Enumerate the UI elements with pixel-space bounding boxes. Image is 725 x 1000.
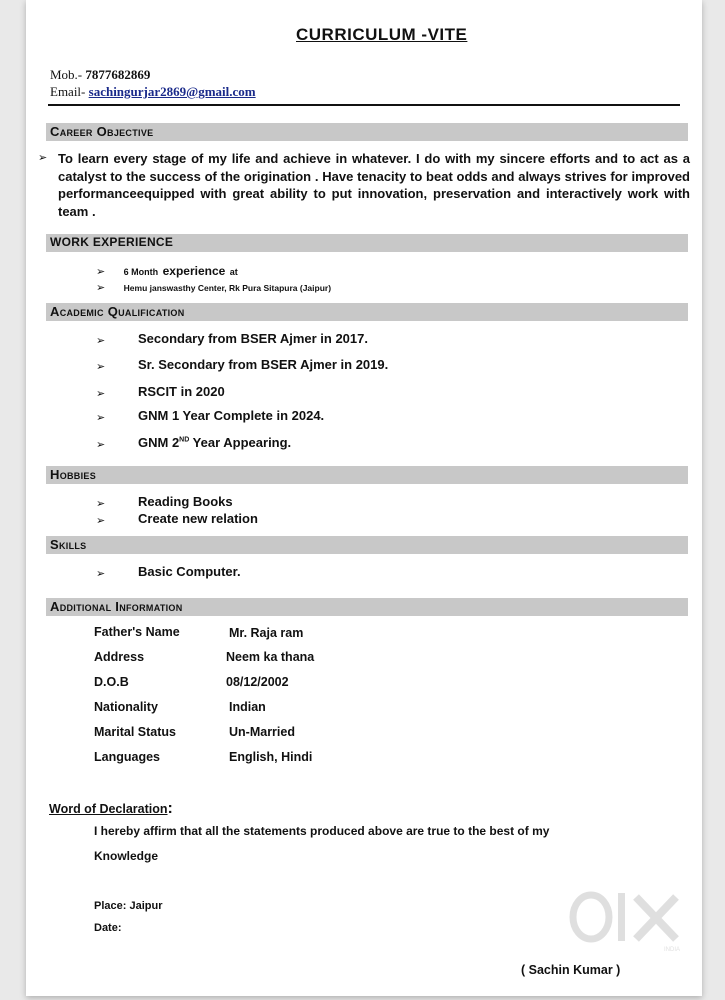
mobile-label: Mob.- [50,67,83,82]
bullet-arrow-icon: ➢ [96,335,106,347]
work-duration: 6 Month [123,267,159,277]
list-item [96,357,389,375]
list-item [96,331,368,349]
info-value-marital: Un-Married [229,725,295,739]
info-value-father: Mr. Raja ram [229,626,304,640]
bullet-arrow-icon: ➢ [96,266,106,278]
page-title: CURRICULUM -VITE [296,25,468,44]
info-value-languages: English, Hindi [229,750,313,764]
signature-name: ( Sachin Kumar ) [521,963,621,977]
info-label-marital: Marital Status [94,725,176,739]
info-value-dob: 08/12/2002 [226,675,289,689]
academic-item: GNM 1 Year Complete in 2024. [138,408,325,423]
declaration-line-2: Knowledge [94,849,159,863]
work-experience-heading: WORK EXPERIENCE [50,235,174,249]
hobby-item: Create new relation [138,511,258,526]
career-objective-body: To learn every stage of my life and achieve in whatever. I do with my sincere efforts and to act as a catalyst to the success of the origination . Have tenacity to beat odds and always strives for improved performanceequipped with great ability to put innovation, preservation and interactively work with team . [58,151,690,219]
header-divider [48,104,680,106]
info-label-dob: D.O.B [94,675,129,689]
academic-last-sup: ND [179,436,190,444]
work-experience-heading-bar [46,234,688,252]
info-label-address: Address [94,650,145,664]
academic-heading-bar [46,303,688,321]
declaration-place: Place: Jaipur [94,900,163,912]
academic-item-last [138,435,291,450]
list-item [96,494,233,512]
work-experience-word: experience [162,264,226,278]
bullet-arrow-icon: ➢ [96,515,106,527]
career-objective-heading: Career Objective [50,124,154,139]
mobile-line [50,67,150,83]
hobbies-heading: Hobbies [50,467,96,482]
career-objective-heading-bar [46,123,688,141]
work-item-place [96,278,331,296]
declaration-date: Date: [94,922,122,934]
bullet-arrow-icon: ➢ [96,388,106,400]
hobby-item: Reading Books [138,494,233,509]
info-label-languages: Languages [94,750,160,764]
declaration-heading-line [49,800,173,818]
skill-item: Basic Computer. [138,564,241,579]
list-item [96,435,292,453]
bullet-arrow-icon: ➢ [96,498,106,510]
olx-watermark-sub: INDIA [664,947,681,953]
list-item [96,564,241,582]
academic-last-suffix: Year Appearing. [189,435,292,450]
skills-heading-bar [46,536,688,554]
list-item [96,408,325,426]
info-value-nationality: Indian [229,700,266,714]
bullet-arrow-icon: ➢ [96,568,106,580]
bullet-arrow-icon: ➢ [96,282,106,294]
info-label-nationality: Nationality [94,700,158,714]
declaration-colon: : [167,800,173,817]
resume-page [26,0,702,996]
bullet-arrow-icon: ➢ [96,361,106,373]
list-item [96,511,258,529]
info-label-father: Father's Name [94,625,180,639]
email-line [50,84,256,100]
career-objective-text [38,150,690,220]
skills-heading: Skills [50,537,87,552]
work-place: Hemu janswasthy Center, Rk Pura Sitapura (Jaipur) [123,283,332,293]
mobile-value: 7877682869 [85,67,151,82]
academic-last-prefix: GNM 2 [138,435,180,450]
olx-watermark-logo [566,885,691,955]
bullet-arrow-icon: ➢ [38,152,48,164]
email-link[interactable]: sachingurjar2869@gmail.com [88,84,256,99]
academic-item: Sr. Secondary from BSER Ajmer in 2019. [138,357,389,372]
academic-heading: Academic Qualification [50,304,185,319]
bullet-arrow-icon: ➢ [96,412,106,424]
declaration-line-1: I hereby affirm that all the statements produced above are true to the best of my [94,824,550,838]
bullet-arrow-icon: ➢ [96,439,106,451]
email-label: Email- [50,84,86,99]
additional-heading-bar [46,598,688,616]
academic-item: RSCIT in 2020 [138,384,225,399]
list-item [96,384,225,402]
additional-heading: Additional Information [50,599,183,614]
work-at-word: at [229,267,238,277]
hobbies-heading-bar [46,466,688,484]
declaration-heading: Word of Declaration [49,802,168,816]
academic-item: Secondary from BSER Ajmer in 2017. [138,331,368,346]
info-value-address: Neem ka thana [226,650,315,664]
